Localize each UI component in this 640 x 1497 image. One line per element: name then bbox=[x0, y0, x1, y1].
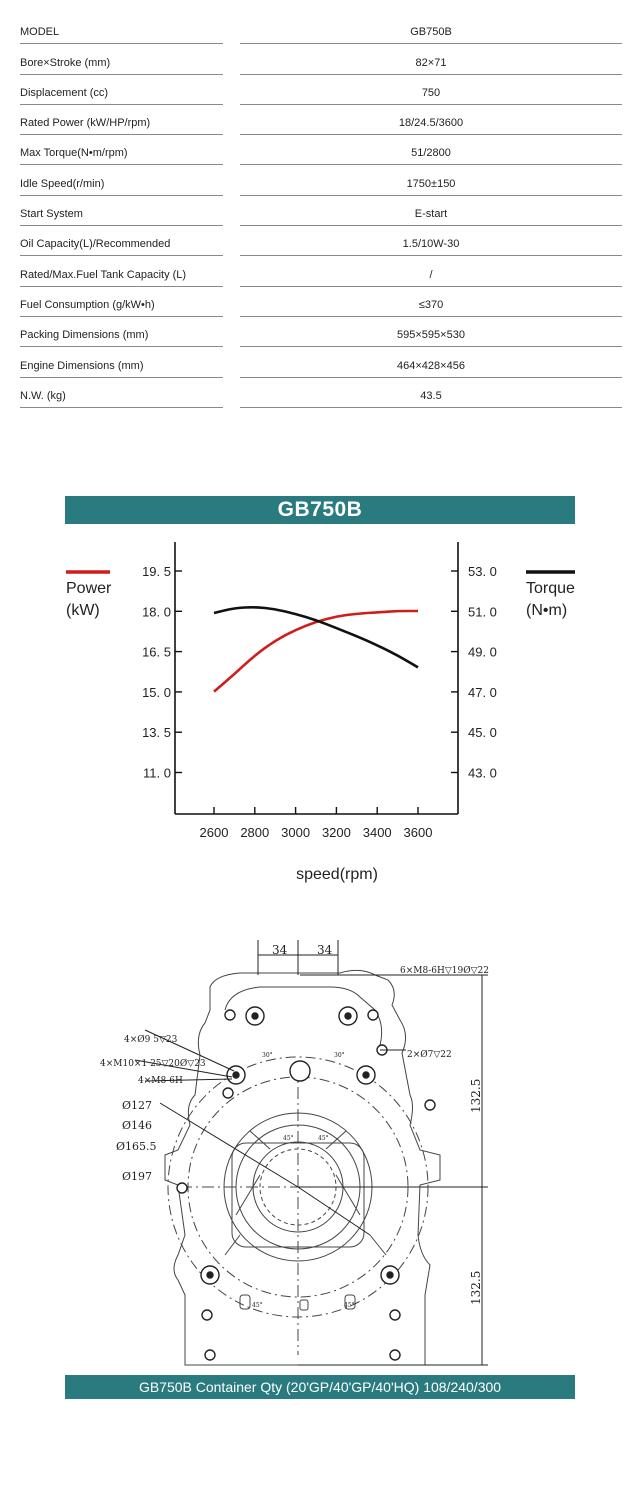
callout-c: 4×M8-6H bbox=[138, 1076, 183, 1086]
dim-right-top: 132.5 bbox=[469, 1078, 483, 1113]
spec-label: Start System bbox=[20, 208, 223, 226]
spec-label: Displacement (cc) bbox=[20, 87, 223, 105]
spec-value: 51/2800 bbox=[240, 147, 622, 165]
spec-label: Rated Power (kW/HP/rpm) bbox=[20, 117, 223, 135]
spec-row bbox=[20, 256, 622, 286]
chart-title-banner: GB750B bbox=[65, 496, 575, 524]
spec-label: Bore×Stroke (mm) bbox=[20, 57, 223, 75]
spec-value: 595×595×530 bbox=[240, 329, 622, 347]
right-tick-label: 51. 0 bbox=[468, 604, 497, 620]
dim-34-left: 34 bbox=[272, 943, 288, 957]
left-tick-label: 19. 5 bbox=[142, 564, 171, 579]
engine-outline bbox=[165, 970, 440, 1365]
angle-label: 30° bbox=[262, 1052, 273, 1059]
spec-value: E-start bbox=[240, 208, 622, 226]
container-qty-banner: GB750B Container Qty (20'GP/40'GP/40'HQ) 108/240/300 bbox=[65, 1375, 575, 1399]
right-tick-label: 47. 0 bbox=[468, 684, 497, 700]
spec-value: 750 bbox=[240, 87, 622, 105]
right-tick-label: 43. 0 bbox=[468, 765, 497, 781]
spec-value: 464×428×456 bbox=[240, 360, 622, 378]
spec-row bbox=[20, 378, 622, 408]
angle-label: 45° bbox=[252, 1302, 263, 1309]
x-tick-label: 2800 bbox=[240, 825, 270, 840]
spec-label: Max Torque(N•m/rpm) bbox=[20, 147, 223, 165]
spec-row bbox=[20, 196, 622, 226]
spec-label: Engine Dimensions (mm) bbox=[20, 360, 223, 378]
right-tick-label: 49. 0 bbox=[468, 644, 497, 660]
spec-value: 1750±150 bbox=[240, 178, 622, 196]
spec-value: 43.5 bbox=[240, 390, 622, 408]
angle-label: 45° bbox=[283, 1135, 294, 1142]
spec-row bbox=[20, 287, 622, 317]
spec-label: Oil Capacity(L)/Recommended bbox=[20, 238, 223, 256]
dia-127: Ø127 bbox=[122, 1099, 153, 1112]
spec-value: 1.5/10W-30 bbox=[240, 238, 622, 256]
spec-label: N.W. (kg) bbox=[20, 390, 223, 408]
torque-axis-unit: (N•m) bbox=[526, 602, 568, 619]
dia-165: Ø165.5 bbox=[116, 1140, 157, 1153]
spec-row bbox=[20, 44, 622, 74]
right-tick-label: 53. 0 bbox=[468, 564, 497, 579]
spec-row bbox=[20, 165, 622, 195]
spec-value: ≤370 bbox=[240, 299, 622, 317]
spec-row bbox=[20, 317, 622, 347]
spec-label: MODEL bbox=[20, 26, 223, 44]
x-tick-label: 3600 bbox=[403, 825, 433, 840]
spec-label: Packing Dimensions (mm) bbox=[20, 329, 223, 347]
spec-row bbox=[20, 135, 622, 165]
performance-chart bbox=[0, 530, 640, 890]
spec-label: Fuel Consumption (g/kW•h) bbox=[20, 299, 223, 317]
x-axis-label: speed(rpm) bbox=[296, 866, 378, 883]
dim-right-bottom: 132.5 bbox=[469, 1270, 483, 1305]
dia-146: Ø146 bbox=[122, 1119, 153, 1132]
callout-holes-top: 6×M8-6H▽19Ø▽22 bbox=[400, 966, 489, 976]
spec-row bbox=[20, 347, 622, 377]
callout-a: 4×Ø9 5▽23 bbox=[124, 1035, 178, 1045]
left-tick-label: 16. 5 bbox=[142, 644, 171, 660]
spec-label: Rated/Max.Fuel Tank Capacity (L) bbox=[20, 269, 223, 287]
torque-series-line bbox=[214, 607, 418, 667]
spec-label: Idle Speed(r/min) bbox=[20, 178, 223, 196]
torque-axis-label: Torque bbox=[526, 580, 575, 597]
angle-label: 30° bbox=[334, 1052, 345, 1059]
dia-197: Ø197 bbox=[122, 1170, 153, 1183]
left-tick-label: 13. 5 bbox=[142, 725, 171, 741]
left-tick-label: 15. 0 bbox=[142, 684, 171, 700]
spec-row bbox=[20, 105, 622, 135]
callout-b: 4×M10×1 25▽20Ø▽23 bbox=[100, 1059, 206, 1069]
callout-holes-side: 2×Ø7▽22 bbox=[407, 1050, 452, 1060]
x-tick-label: 3200 bbox=[321, 825, 351, 840]
engine-technical-drawing bbox=[0, 935, 640, 1375]
left-tick-label: 18. 0 bbox=[142, 604, 171, 620]
spec-row bbox=[20, 75, 622, 105]
dim-34-right: 34 bbox=[317, 943, 333, 957]
power-axis-label: Power bbox=[66, 580, 112, 597]
left-tick-label: 11. 0 bbox=[143, 765, 171, 781]
power-axis-unit: (kW) bbox=[66, 602, 100, 619]
bolt-hole bbox=[225, 1010, 235, 1020]
angle-label: 45° bbox=[318, 1135, 329, 1142]
angle-label: 45° bbox=[344, 1302, 355, 1309]
spec-value: / bbox=[240, 269, 622, 287]
right-tick-label: 45. 0 bbox=[468, 725, 497, 741]
x-tick-label: 3000 bbox=[281, 825, 311, 840]
spec-value: GB750B bbox=[240, 26, 622, 44]
spec-row bbox=[20, 226, 622, 256]
x-tick-label: 3400 bbox=[362, 825, 392, 840]
spec-value: 82×71 bbox=[240, 57, 622, 75]
spec-value: 18/24.5/3600 bbox=[240, 117, 622, 135]
x-tick-label: 2600 bbox=[199, 825, 229, 840]
spec-table bbox=[20, 14, 622, 408]
spec-row bbox=[20, 14, 622, 44]
